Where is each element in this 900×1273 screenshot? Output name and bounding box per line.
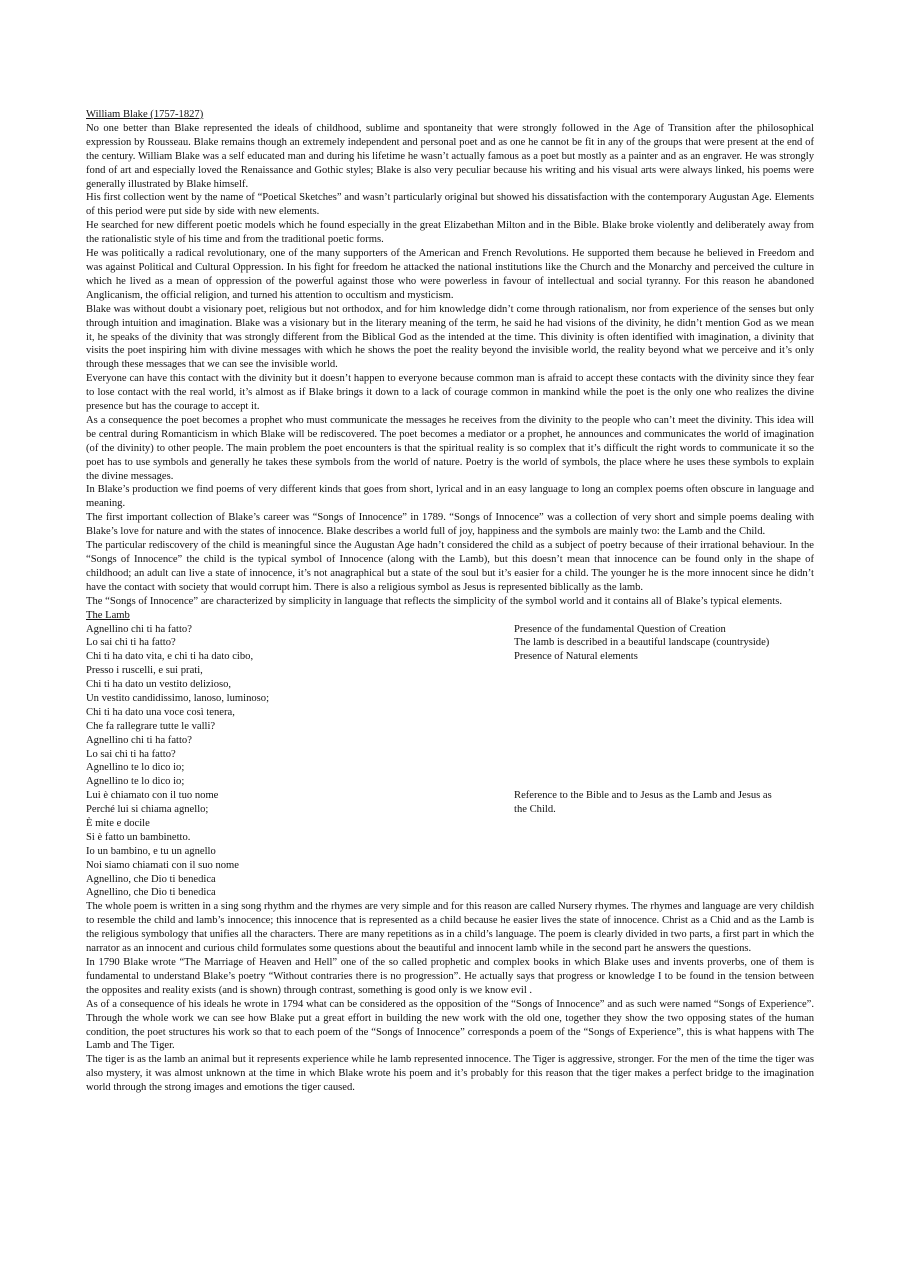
poem-block [86,623,814,901]
paragraph: The particular rediscovery of the child is meaningful since the Augustan Age hadn’t considered the child as a subject of poetry because of their irrational behaviour. In the “Songs of Innocence” the child is the typical symbol of Innocence (along with the Lamb), but this doesn’t mean that innocence can be found only in the shape of childhood; an adult can live a state of innocence, it’s not anagraphical but a state of the soul but it’s easier for a child. The younger he is the more innocent since he didn’t have the contact with society that would corrupt him. There is also a religious symbol as Jesus is represented biblically as the lamb. [86,540,814,593]
poem-line: Chi ti ha dato una voce così tenera, [86,706,235,718]
poem-line: Lui è chiamato con il tuo nome [86,790,219,802]
poem-line: Si è fatto un bambinetto. [86,831,191,843]
poem-line: Agnellino te lo dico io; [86,762,185,774]
poem-lines [86,623,514,901]
poem-line: Agnellino chi ti ha fatto? [86,734,192,746]
paragraph: The tiger is as the lamb an animal but it represents experience while he lamb represented innocence. The Tiger is aggressive, stronger. For the men of the time the tiger was also mystery, it was almost unknown at the time in which Blake wrote his poem and it’s probably for this reason that the tiger makes a perfect bridge to the imagination world through the strong images and emotions the tiger caused. [86,1054,814,1094]
poem-line: Chi ti ha dato un vestito delizioso, [86,679,232,691]
poem-line: Agnellino te lo dico io; [86,776,185,788]
notes-spacer [514,664,814,789]
poem-line: Agnellino, che Dio ti benedica [86,873,216,885]
poem-note: The lamb is described in a beautiful landscape (countryside) [514,637,770,649]
poem-notes [514,623,814,901]
poem-line: Che fa rallegrare tutte le valli? [86,720,216,732]
document-title: William Blake (1757-1827) [86,109,204,120]
paragraph: He searched for new different poetic models which he found especially in the great Elizabethan Milton and in the Bible. Blake broke violently and deliberately away from the rationalistic style of his time and from the traditional poetic forms. [86,220,814,246]
poem-line: Agnellino chi ti ha fatto? [86,623,192,635]
poem-line: Chi ti ha dato vita, e chi ti ha dato cibo, [86,651,254,663]
poem-note: Presence of the fundamental Question of Creation [514,623,726,635]
paragraph: The first important collection of Blake’s career was “Songs of Innocence” in 1789. “Songs of Innocence” was a collection of very short and simple poems dealing with Blake’s love for nature and with the states of innocence. Blake describes a world full of joy, happiness and the symbols are mainly two: the Lamb and the Child. [86,512,814,538]
paragraph: Everyone can have this contact with the divinity but it doesn’t happen to everyone because common man is afraid to accept these contacts with the divinity since they fear to lose contact with the real world, it’s almost as if Blake brings it down to a lack of courage common in mankind while the poet is the only one who realizes the divine presence but has the courage to accept it. [86,373,814,413]
poem-line: Agnellino, che Dio ti benedica [86,887,216,899]
paragraph: In Blake’s production we find poems of very different kinds that goes from short, lyrical and in an easy language to long an complex poems often obscure in language and meaning. [86,484,814,510]
poem-line: Io un bambino, e tu un agnello [86,845,216,857]
paragraph: No one better than Blake represented the ideals of childhood, sublime and spontaneity that were strongly followed in the Age of Transition after the philosophical expression by Rousseau. Blake remains though an extremely independent and personal poet and as one he cannot be fit in any of the groups that were present at the end of the century. William Blake was a self educated man and during his lifetime he wasn’t actually famous as a poet but mostly as a painter and as an engraver. He was strongly fond of art and especially loved the Renaissance and Gothic styles; Blake is also very peculiar because his writing and his visual arts were always linked, his poems were generally illustrated by Blake himself. [86,122,814,190]
paragraph: He was politically a radical revolutionary, one of the many supporters of the American and French Revolutions. He supported them because he believed in Freedom and was against Political and Cultural Oppression. In his fight for freedom he attacked the national institutions like the Church and the Monarchy and perceived the culture in which he lived as a mean of oppression of the powerful against those who were powerless in favour of intellectual and social tyranny. For this reason he abandoned Anglicanism, the official religion, and turned his attention to occultism and mysticism. [86,248,814,301]
poem-note: the Child. [514,804,556,816]
poem-line: Lo sai chi ti ha fatto? [86,748,176,760]
paragraph: The “Songs of Innocence” are characterized by simplicity in language that reflects the simplicity of the symbol world and it contains all of Blake’s typical elements. [86,595,783,607]
paragraph: In 1790 Blake wrote “The Marriage of Heaven and Hell” one of the so called prophetic and complex books in which Blake uses and invents proverbs, one of them is fundamental to understand Blake’s poetry “Without contraries there is no progression”. He actually says that progress or knowledge I to be found in the tension between the opposites and reality exists (and is shown) through contrast, something is good only is we know evil . [86,956,814,996]
poem-title: The Lamb [86,609,130,621]
paragraph: Blake was without doubt a visionary poet, religious but not orthodox, and for him knowledge didn’t come through rationalism, nor from experience of the senses but only through intuition and imagination. Blake was a visionary but in the literary meaning of the term, he said he had visions of the divinity, he didn’t mention God as we mean it, he speaks of the divinity that was strongly different from the Biblical God as the intended at the time. This divinity is often identified with imagination, a divinity that visits the poet inspiring him with divine messages with which he shows the poet the reality beyond the invisible world, the reality beyond what we perceive and it’s only through these messages that we can see the invisible world. [86,303,814,371]
paragraph: The whole poem is written in a sing song rhythm and the rhymes are very simple and for this reason are called Nursery rhymes. The rhymes and language are very childish to resemble the child and lamb’s innocence; this innocence that is represented as a child because he easier lives the state of innocence. Christ as a Chid and as the Lamb is the religious symbology that unifies all the characters. There are many repetitions as in a child’s language. The poem is clearly divided in two parts, a first part in which the narrator as an innocent and curious child formulates some questions about the beautiful and innocent lamb while in the second part he answers the questions. [86,901,814,955]
poem-note: Reference to the Bible and to Jesus as the Lamb and Jesus as [514,790,772,802]
poem-line: Presso i ruscelli, e sui prati, [86,665,203,677]
note-group-creation [514,623,814,665]
poem-note: Presence of Natural elements [514,651,638,663]
document-page [86,108,814,1095]
poem-line: Lo sai chi ti ha fatto? [86,637,176,649]
note-group-bible [514,789,814,817]
paragraph: As a consequence the poet becomes a prophet who must communicate the messages he receives from the divinity to the people who can’t meet the divinity. This idea will be central during Romanticism in which Blake will be rediscovered. The poet becomes a mediator or a prophet, he announces and communicates the world of imagination (of the divinity) to other people. The main problem the poet encounters is that the spiritual reality is so complex that it’s difficult the right words to communicate it so the poet has to use symbols and generally he takes these symbols from the world of nature. Poetry is the world of symbols, the place where he uses these symbols to explain the divine messages. [86,414,814,482]
poem-line: Un vestito candidissimo, lanoso, luminoso; [86,692,270,704]
paragraph: As of a consequence of his ideals he wrote in 1794 what can be considered as the opposition of the “Songs of Innocence” and as such were named “Songs of Experience”. Through the whole work we can see how Blake put a great effort in building the new work with the old one, together they show the two opposing states of the human condition, the poet structures his work so that to each poem of the “Songs of Innocence” corresponds a poem of the “Songs of Experience”, this is what happens with The Lamb and The Tiger. [86,998,814,1052]
intro-section [86,122,814,609]
poem-line: Perché lui si chiama agnello; [86,804,209,816]
closing-section [86,900,814,1095]
paragraph: His first collection went by the name of “Poetical Sketches” and wasn’t particularly original but showed his dissatisfaction with the contemporary Augustan Age. Elements of this period were put side by side with new elements. [86,192,814,218]
poem-line: È mite e docile [86,818,150,829]
poem-line: Noi siamo chiamati con il suo nome [86,859,239,871]
